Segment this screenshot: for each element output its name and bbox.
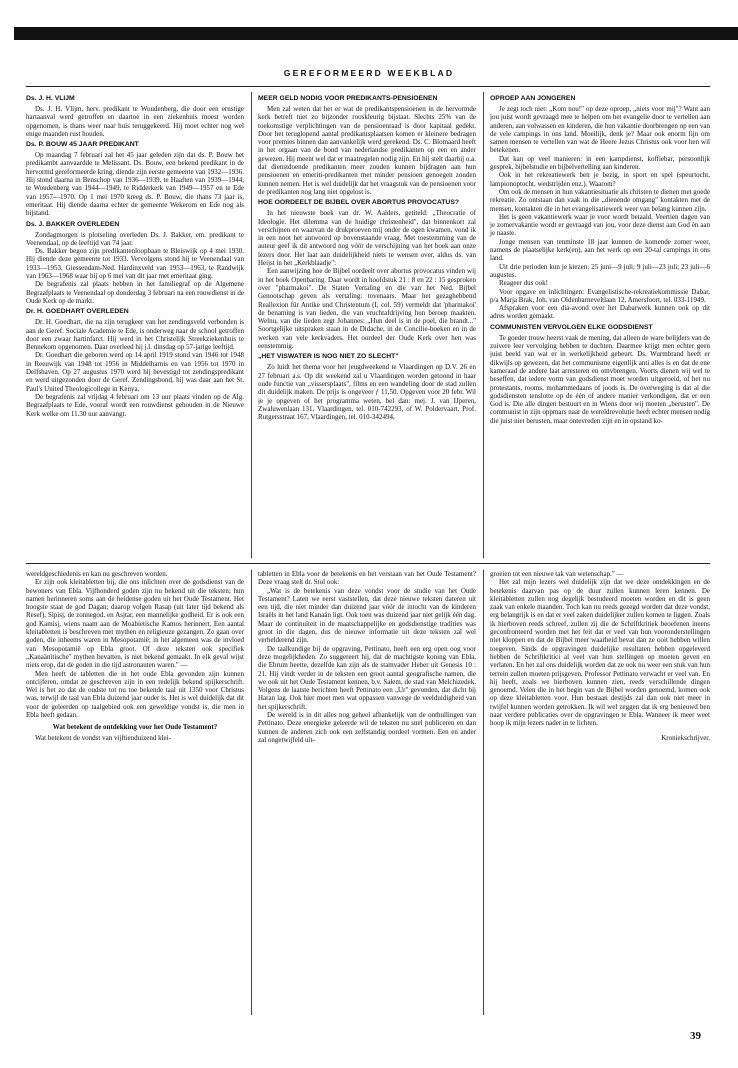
top-column-2	[258, 92, 476, 558]
bottom-column-2	[258, 570, 476, 1015]
bottom-column-1	[26, 570, 244, 1015]
paragraph: Jonge mensen van tenminste 18 jaar kunnen de komende zomer weer, namens de plaatselijke kerk(en), aan het werk op een 20-tal campings in ons land.	[490, 237, 710, 263]
paragraph: Het zal mijn lezers wel duidelijk zijn dat we deze ontdekkingen en de betekenis daarvan pas op de duur zullen kunnen leren kennen. De kleitabletten zullen nog degelijk bestudeerd moeten worden en dit is geen zaak van enkele maanden. Toch kan nu reeds gezegd worden dat deze vondst, erg belangrijk is en dat er veel zaken duidelijker zullen komen te liggen. Zoals ik hierboven reeds schreef, zullen zij die de Schriftkritiek beoefenen ineens geconfronteerd worden met het feit dat er veel van hun vooronderstellingen niet kloppen en dat de Bijbel meer waarheid bevat dan ze ooit hebben willen toegeven. Sinds de opgravingen duidelijke resultaten hebben opgeleverd hebben de Schriftkritici al veel van hun stellingen op moeten geven en verlaten. En het zal ons duidelijk worden dat ze ook nu weer een stuk van hun terrein zullen moeten prijsgeven. Professor Pettinato verwacht er veel van. En hij heeft, zoals we hierboven kunnen zien, reeds verschillende dingen genoemd. Velen die in het begin van de Bijbel worden genoemd, komen ook op deze kleitabletten voor. Hun bestaan destijds zal dan ook niet meer in twijfel kunnen worden getrokken. Ik wil wel zeggen dat ik erg benieuwd ben naar verdere publicaties over de opgravingen te Ebla. Wanneer ik meer weet hoop ik mijn lezers nader in te lichten.	[490, 578, 710, 728]
paragraph: groeien tot een nieuwe tak van wetenschap." —	[490, 570, 624, 578]
paragraph: Je zegt toch niet: „Kom nou!" op deze oproep, „niets voor mij"? Want aan jou juist wordt gevraagd mee te helpen om het evangelie door te vertellen aan anderen, aan volwassen en kinderen, die hun vakantie doorbrengen op een van de vele campings in ons land. Moeilijk, denk je? Maar ook enorm fijn om samen mensen te vertellen van wat de Heere Jezus Christus ook voor hen wil betekenen.	[490, 105, 710, 155]
heading-communisten: COMMUNISTEN VERVOLGEN ELKE GODSDIENST	[490, 323, 653, 331]
paragraph: Te goeder trouw heerst vaak de mening, dat alleen de ware belijders van de zuivere leer vervolging hebben te duchten. Daarmee krijgt men echter geen juist beeld van wat er in werkelijkheid gebeurt. Ds. Wurmbrand heeft er dikwijls op gewezen, dat het communisme eigenlijk anti alles is en dat de ene kameraad de andere laat arresteren en omvbrengen. Voorts dienen wij wel te beseffen, dat iedere vorm van godsdienst moet worden uitgeroeid, of het nu protestants, rooms, mohammedaans of joods is. De overweging is dat al die godsdiensten tenslotte op de één of andere manier verkondigen, dat er een God is. Die alle dingen bestuurt en in Wiens door wij moeten „berusten". De communist in zijn oppmars naar de wereldrevolutie heeft echter mensen nodig die juist niet berusten, maar ontevreden zijn en in opstand ko-	[490, 333, 710, 425]
heading-bakker: Ds. J. BAKKER OVERLEDEN	[26, 220, 120, 228]
paragraph: tabletten in Ebla voor de betekenis en het verstaan van het Oude Testament? Deze vraag stelt dr. Stol ook:	[258, 570, 476, 587]
heading-goedhart: Dr. H. GOEDHART OVERLEDEN	[26, 308, 129, 316]
paragraph: Ook in het rekreatiewerk ben je bezig, in sport en spel (speurtocht, lampionoptocht, wedstrijden enz.). Waarom?	[490, 171, 710, 188]
heading-jongeren: OPROEP AAN JONGEREN	[490, 95, 576, 102]
column-divider	[251, 570, 252, 1015]
heading-pensioenen: MEER GELD NODIG VOOR PREDIKANTS-PENSIOENEN	[258, 95, 438, 102]
paragraph: Zo luidt het thema voor het jeugdweekend te Vlaardingen op D.V. 26 en 27 februari a.s. Op dit weekend zal u Vlaardingen worden getoond in haar oude functie van „vissersplaats", films en een wandeling door de stad zullen dit duidelijk maken. De prijs is ongeveer ƒ 11,50. Opgeven voor 20 febr. Wil je je opgeven of het programma weten, bel dan: mej. J. van IJperen, Zwaluwenlaan 131, Vlaardingen, tel. 010-742293, of W. Poldervaart, Prof. Rutgersstraat 167, Vlaardingen, tel. 010-342494.	[258, 363, 476, 422]
paragraph: Ds. Bakker begon zijn predikantenloopbaan te Bleiswijk op 4 mei 1930. Hij diende deze gemeente tot 1933. Vervolgens stond hij te Veenendaal van 1933—1953, Giessendam-Ned. Hardinxveld van 1953—1963, te Randwijk van 1963—1968 waar hij op 6 mei van dit jaar met emeritaat ging.	[26, 247, 244, 281]
paragraph: De wereld is in dit alles nog geheel afhankelijk van de onthullingen van Pettinato. Deze energieke geleerde wil de teksten nu snel publiceren en dan kunnen de anderen zich ook een zelfstandig oordeel vormen. Een en ander zal ongetwijfeld uit-	[258, 711, 476, 744]
paragraph: Dr. Goedhart die geboren werd op 14 april 1919 stond van 1946 tot 1948 in Reeuwijk van 1948 tot 1956 in Middelharnis en van 1956 tot 1970 in Delfshaven. Op 27 augustus 1970 werd hij bevestigd tot zendingspredikant en werd uitgezonden door de Geref. Zendingsbond, hij was daar aan het St. Paul's United Theologicollege in Kenya.	[26, 351, 244, 393]
column-divider	[483, 570, 484, 1015]
paragraph: Ds. J. H. Vlijm, herv. predikant te Woudenberg, die door een ernstige hartaanval werd getroffen en daartoe in een ziekenhuis moest worden opgenomen, is thans weer naar huis teruggekeerd. Hij moet echter nog wel enige maanden rust houden.	[26, 105, 244, 138]
masthead: GEREFORMEERD WEEKBLAD	[283, 68, 455, 78]
paragraph: Afspraken voor een dia-avond over het Dabarwerk kunnen ook op dit adres worden gemaakt.	[490, 304, 710, 321]
paragraph: Er zijn ook kleitabletten bij, die ons inlichten over de godsdienst van de bewoners van Ebla. Vijfhonderd goden zijn nu bekend uit die teksten; hun namen herinneren soms aan de heidense goden uit het Oude Testament. Het hoogste staat de god Dagan; daarop volgen Rasap (uit later tijd bekend als Resef), Sipisj, de zonnegod, en Asjtar, een mannelijke godheid. Er is ook een god Kamisj, wiens naam aan de Moabietische Kamos herinnert. Een aantal kleitabletten is beschreven met mythen en religieuze gezangen. Ze gaan over goden, die inheems waren in Mesopotamië; in het algemeen was de invloed van Mesopotamië op Ebla groot. Of deze teksten ook specifiek „Kanaänitische" mythen bevatten, is niet bekend gemaakt. In elk geval wijst niets erop, dat de goden in die tijd astronauten waren." —	[26, 578, 244, 670]
paragraph: Dat kan op veel manieren: in een kampdienst, koffiebar, persoonlijk gesprek, bijbelstudie en bijbelvertelling aan kinderen.	[490, 154, 710, 172]
paragraph: In het nieuwste boek van dr. W. Aalders, getiteld: „Theocratie of Ideologie. Het dilemma van de huidige christenheid", dat binnenkort zal verschijnen en waarvan de drukproeven mij onder de ogen kwamen, vond ik in een noot het antwoord op bovenstaande vraag. Met toestemming van de auteur geef ik dit antwoord nog vóór de verschijning van het boek aan onze lezers door. Het laat aan duidelijkheid niets te wensen over, aldus ds. van Heijst in het „Kerkblaadje":	[258, 209, 476, 268]
paragraph: Om ook de mensen in hun vakantiesituatie als christen te dienen met goede rekreatie. Zo ontstaan dan vaak in die „dienende omgang" kontakten met de mensen, kontakten die in het evangelisatiewerk weer van belang kunnen zijn.	[490, 187, 710, 213]
top-black-bar	[14, 27, 738, 40]
paragraph: Een aanwijzing hoe de Bijbel oordeelt over abortus provocatus vinden wij in het boek Openbaring. Daar wordt in hoofdstuk 21 : 8 en 22 : 15 gesproken over "pharmakoi". De Staten Vertaling en die van het Ned. Bijbel Genootschap geven als vertaling: tovenaars. Maar het gezaghebbend Reallexion für Antike und Christentum (I, col. 59) vermeldt dat 'pharmakoi' de benaming is van lieden, die van vruchtafdrijving hun beroep maakten. Welnu, van die lieden zegt Johannes: „Hun deel is in de poel, die brandt..." Soortgelijke uitspraken staan in de Didache, in de Concilie-boeken en in de werken van vele kerkvaders. Het oordeel der Oude Kerk over hen was eenstemmig.	[258, 267, 476, 351]
paragraph: Uit drie perioden kun je kiezen: 25 juni—9 juli; 9 juli—23 juli; 23 juli—6 augustus.	[490, 262, 710, 279]
paragraph: De taalkundige bij de opgraving, Pettinato, heeft een erg open oog voor deze mogelijkheden. Zo suggereert hij, dat de machtigste koning van Ebla, die Ebrum heette, dezelfde kan zijn als de stamvader Heber uit Genesis 10 : 21. Hij vindt verder in de teksten een groot aantal geografische namen, die we ook uit het Oude Testament kennen, b.v. Salem, de stad van Melchizedek. Volgens de laatste berichten heeft Pettinato een „Ur" gevonden, dat dicht bij Haran lag. Ook hier moet men wat oppassen vanwege de veelduidigheid van het spijkerschrift.	[258, 644, 476, 711]
paragraph: Op maandag 7 februari zal het 45 jaar geleden zijn dat ds. P. Bouw het predikambt aanvaardde te Melissant. Ds. Bouw, een bekend predikant in de hervormd gereformeerde kring, diende zijn eerste gemeente van 1932—1936. Hij stond daarna in Benschop van 1936—1939, te Haaften van 1939—1944, te Woudenberg van 1944—1949, te Ridderkerk van 1949—1957 en te Ede van 1957—1970. Op 1 mei 1970 kreeg ds. P. Bouw, die thans 73 jaar is, emeritaat. Hij diende daarna echter de gemeente Wekerom en Ede nog als bijstand.	[26, 151, 244, 218]
paragraph: Men heeft de tabletten die in het oude Ebla gevonden zijn kunnen ontcijferen, omdat ze geschreven zijn in een redelijk bekend spijkerschrift. Wel is het zo dat de oudste tot nu toe bekende taal uit 1350 voor Christus was, terwijl de taal van Ebla duizend jaar ouder is. Het is wel duidelijk dat dit voor de geleerden op taalgebied ook een geweldige vondst is, die men in Ebla heeft gedaan.	[26, 669, 244, 720]
page-number: 39	[690, 1030, 701, 1042]
column-divider	[251, 92, 252, 558]
top-column-1	[26, 92, 244, 558]
top-column-3	[490, 92, 710, 558]
paragraph: Wat betekent de vondst van vijftienduizend klei-	[35, 733, 171, 742]
paragraph: Men zal weten dat het er wat de predikantspensioenen in de hervormde kerk betreft niet zo bijzonder rooskleurig bijstaat. Slechts 25% van de toekomstige verplichtingen van de pensioenraad is door kapitaal gedekt. Door het teruglopend aantal predikantsplaatsen komen er kleinere bedragen voor premies binnen dan aanvankelijk werd gerekend. Ds. C. Blomaard heeft in het orgaan van de bond van nederlandse predikanten op een en ander gewezen. Hij meent wel dat er maatregelen nodig zijn. En hij stelt daarbij o.a. dat dienstdoende predikanten meer zouden kunnen bijdragen aan hun pensioenen en emeriti-predikanten met minder pensioen genoegen zouden kunnen nemen. Het is wel duidelijk dat het vraagstuk van de pensioenen voor de predikanten nog lang niet opgelost is.	[258, 105, 476, 196]
heading-abortus: HOE OORDEELT DE BIJBEL OVER ABORTUS PROVOCATUS?	[258, 199, 460, 207]
signature: Kroniekschrijver.	[661, 733, 710, 742]
paragraph: De begrafenis zal plaats hebben in het familiegraf op de Algemene Begraafplaats te Veenendaal op donderdag 3 februari na een rouwdienst in de Oude Kerk op de markt.	[26, 280, 244, 305]
paragraph: Het is geen vakantiewerk waar je voor wordt betaald. Veertien dagen van je zomervakantie wordt er gevraagd van jou, voor deze dienst aan God èn aan je naaste.	[490, 212, 710, 238]
section-rule	[26, 563, 710, 564]
paragraph: Zondagmorgen is plotseling overleden Ds. J. Bakker, em. predikant te Veenendaal, op de leeftijd van 74 jaar.	[26, 230, 244, 247]
bottom-column-3	[490, 570, 710, 1015]
heading-bouw: Ds. P. BOUW 45 JAAR PREDIKANT	[26, 141, 139, 149]
paragraph: De begrafenis zal vrijdag 4 februari om 13 uur plaats vinden op de Alg. Begraafplaats te Ede, vooraf wordt een rouwdienst gehouden in de Nieuwe Kerk welke om 11.30 uur aanvangt.	[26, 392, 244, 418]
paragraph: Voor opgave en inlichtingen: Evangelistische-rekreatiekommissie Dabar, p/a Marja Brak, Joh. van Oldenbarneveltlaan 12, Amersfoort, tel. 033-11949.	[490, 287, 710, 304]
paragraph: Reageer dus ook!	[499, 279, 548, 288]
subheading-ontdekking: Wat betekent de ontdekking voor het Oude Testament?	[52, 723, 218, 732]
column-divider	[483, 92, 484, 558]
heading-vlijm: Ds. J. H. VLIJM	[26, 95, 75, 102]
heading-viswater: „HET VISWATER IS NOG NIET ZO SLECHT"	[258, 353, 399, 361]
paragraph: Dr. H. Goedhart, die na zijn terugkeer van het zendingsveld verbonden is aan de Geref. Sociale Academie te Ede, is onderweg naar de school getroffen door een zwaar hartinfarct. Hij werd in het Christelijk Streekziekenhuis te Bennekom opgenomen. Daar overleed hij j.l. dinsdag op 57-jarige leeftijd.	[26, 318, 244, 352]
paragraph: „Wat is de betekenis van deze vondst voor de studie van het Oude Testament? Laten we eerst vaststellen, dat deze nieuwe teksten dateren uit een tijd, die niet minder dan duizend jaar vóór de intocht van de kinderen Israëls in het land Kanaän ligt. Ook toen was duizend jaar niet gelijk één dag. Maar de continuïteit in de maatschappelijke en godsdienstige tradities was groot in die dagen, dus de nieuwe informatie uit deze teksten zal wel verhelderend zijn.	[258, 586, 476, 645]
paragraph: wereldgeschiedenis en kan nu geschreven worden.	[26, 570, 168, 578]
header-rule	[26, 86, 710, 87]
